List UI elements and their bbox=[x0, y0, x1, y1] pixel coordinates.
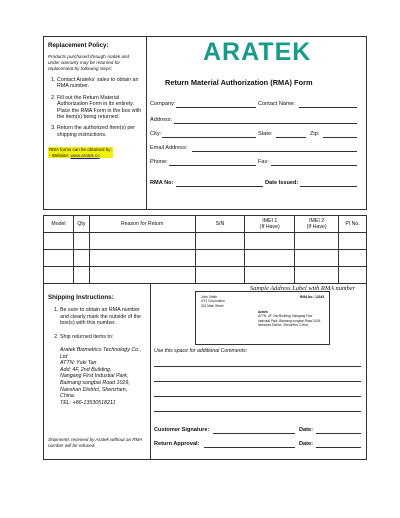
replacement-policy bbox=[44, 37, 147, 209]
date-issued-field[interactable] bbox=[300, 186, 357, 187]
return-approval-field[interactable] bbox=[204, 447, 295, 448]
from-line: XYZ Corporation bbox=[201, 299, 225, 304]
to-name: Aratek bbox=[258, 310, 268, 314]
shipping-step: 2. Ship returned items to: bbox=[60, 334, 146, 341]
col-header: S/N bbox=[195, 216, 245, 233]
city-field[interactable] bbox=[162, 137, 256, 138]
form-title: Return Material Authorization (RMA) Form bbox=[165, 78, 313, 87]
col-header: PI No. bbox=[339, 216, 367, 233]
address-line: TEL: +86-13530518211 bbox=[60, 399, 116, 406]
to-address: ATTN: 4F, 2nd Building, Nangang First Industial Park, Baimang songbai Road 1029, Nanshan District, Shenzhen, China bbox=[258, 314, 322, 328]
from-line: 321 Main Street bbox=[201, 303, 224, 308]
address-line: China. bbox=[60, 393, 76, 400]
sample-address-label bbox=[195, 291, 330, 345]
customer-date-field[interactable] bbox=[316, 433, 361, 434]
address-field[interactable] bbox=[174, 123, 357, 124]
policy-step: 3. Return the authorized Item(s) per shipping instructions. bbox=[57, 125, 142, 138]
contact-field[interactable] bbox=[299, 107, 357, 108]
col-header: IMEI 2 (If Have) bbox=[295, 216, 339, 233]
shipping-title: Shipping Instructions: bbox=[48, 294, 114, 301]
col-header: Qty bbox=[73, 216, 89, 233]
approval-date-label: Date: bbox=[299, 441, 313, 447]
sample-from bbox=[201, 295, 225, 308]
fax-label: Fax: bbox=[258, 159, 269, 165]
svg-text:ARATEK: ARATEK bbox=[203, 40, 312, 62]
customer-signature-field[interactable] bbox=[213, 433, 295, 434]
comment-line-1[interactable] bbox=[154, 366, 361, 367]
address-line: Aratek Biometrics Technology Co., Ltd bbox=[60, 347, 142, 360]
contact-label: Contact Name: bbox=[258, 101, 296, 107]
shipping-steps bbox=[48, 307, 146, 340]
policy-note: Products purchased through Aratek and under warranty may be returned for replacement by following steps: bbox=[48, 54, 130, 71]
comment-line-3[interactable] bbox=[154, 396, 361, 397]
obtain-info bbox=[48, 147, 113, 158]
obtain-line: RMA forms can be obtained by: bbox=[49, 147, 112, 153]
city-label: City: bbox=[150, 131, 162, 137]
address-line: Nanshan District, Shenzhen, bbox=[60, 386, 128, 393]
ship-to-address bbox=[60, 347, 146, 406]
phone-field[interactable] bbox=[169, 165, 256, 166]
website-link[interactable]: www.aratek.co bbox=[70, 152, 100, 158]
policy-step: 1. Contact Arateks' sales to obtain an RMA number. bbox=[57, 77, 142, 90]
zip-field[interactable] bbox=[323, 137, 357, 138]
zip-label: Zip: bbox=[310, 131, 320, 137]
policy-step: 2. Fill out the Return Material Authorization Form in its entirety. Place the RMA Form in the box with the item(s) being returned. bbox=[57, 95, 142, 121]
fax-field[interactable] bbox=[271, 165, 357, 166]
address-line: Baimang songbai Road 1029, bbox=[60, 379, 130, 386]
aratek-logo bbox=[203, 40, 323, 62]
state-label: State: bbox=[258, 131, 273, 137]
comment-line-2[interactable] bbox=[154, 381, 361, 382]
from-line: John Smith bbox=[201, 295, 217, 299]
sample-label-title: Sample Address Label with RMA number bbox=[249, 285, 356, 292]
col-header: Reason for Return bbox=[89, 216, 195, 233]
table-row[interactable] bbox=[44, 267, 367, 284]
shipping-instructions bbox=[44, 284, 151, 459]
email-label: Email Address: bbox=[150, 145, 188, 151]
table-row[interactable] bbox=[44, 250, 367, 267]
comment-line-4[interactable] bbox=[154, 411, 361, 412]
table-header-row bbox=[44, 216, 367, 233]
address-line: Add: 4F, 2nd Building, bbox=[60, 366, 112, 373]
return-approval-label: Return Approval: bbox=[154, 441, 200, 447]
approval-date-field[interactable] bbox=[316, 447, 361, 448]
company-field[interactable] bbox=[176, 107, 256, 108]
rma-no-label: RMA No: bbox=[150, 180, 174, 186]
policy-title: Replacement Policy: bbox=[48, 42, 109, 49]
state-field[interactable] bbox=[276, 137, 306, 138]
customer-signature-label: Customer Signature: bbox=[154, 427, 210, 433]
shipping-footnote: Shipments received by Aratek without an RMA number will be refused. bbox=[48, 437, 143, 448]
comments-label: Use this space for additional Comments: bbox=[154, 348, 248, 354]
return-items-table bbox=[43, 215, 367, 284]
policy-steps bbox=[48, 77, 142, 138]
shipping-step: 1. Be sure to obtain an RMA number and clearly mark the outside of the box(s) with this number. bbox=[60, 307, 146, 327]
address-label: Address: bbox=[150, 117, 173, 123]
col-header: Model bbox=[44, 216, 74, 233]
company-label: Company: bbox=[150, 101, 176, 107]
table-row[interactable] bbox=[44, 233, 367, 250]
date-issued-label: Date Issued: bbox=[265, 180, 299, 186]
address-line: ATTN: Yuki Tan bbox=[60, 360, 97, 367]
sample-rma: RMA No.: 12345 bbox=[300, 295, 324, 299]
customer-date-label: Date: bbox=[299, 427, 313, 433]
rma-no-field[interactable] bbox=[176, 186, 263, 187]
col-header: IMEI 1 (If Have) bbox=[245, 216, 295, 233]
email-field[interactable] bbox=[192, 151, 357, 152]
obtain-prefix: - Website: bbox=[49, 152, 71, 158]
sample-to bbox=[258, 310, 324, 328]
phone-label: Phone: bbox=[150, 159, 168, 165]
address-line: Nangang First Industial Park, bbox=[60, 373, 129, 380]
